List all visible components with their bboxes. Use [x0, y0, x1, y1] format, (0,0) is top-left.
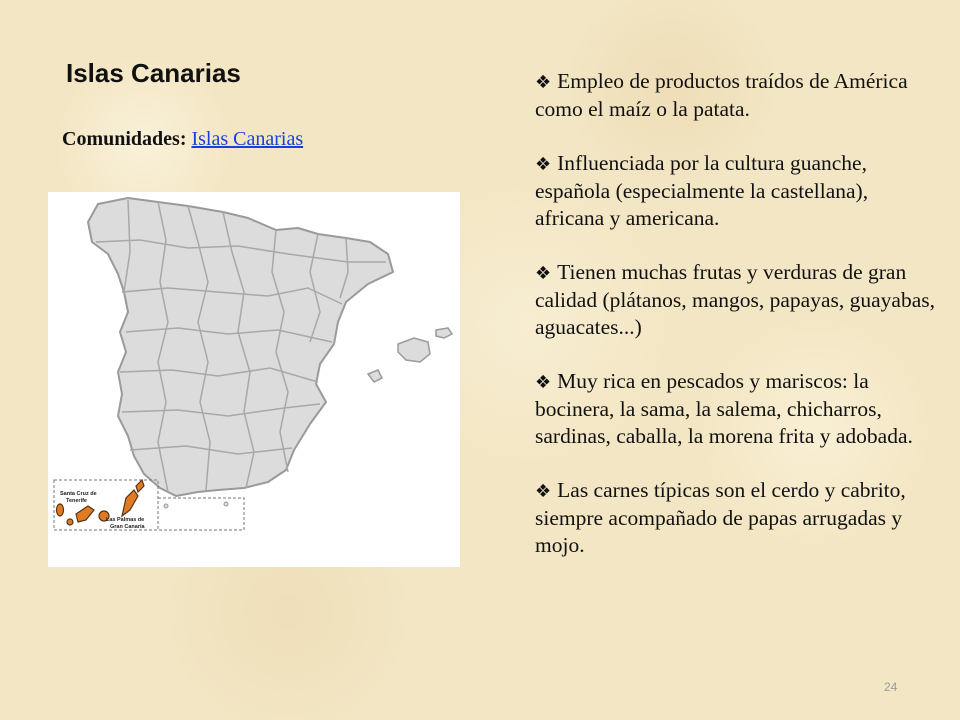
- ceuta-melilla-inset-box: [158, 498, 244, 530]
- communities-label: Comunidades:: [62, 128, 187, 150]
- lanzarote-shape: [136, 480, 144, 492]
- label-tenerife-1: Santa Cruz de: [60, 491, 97, 497]
- label-palmas-2: Gran Canaria: [110, 524, 145, 530]
- diamond-bullet-icon: ❖: [535, 372, 552, 393]
- communities-line: [62, 128, 303, 151]
- islas-canarias-link[interactable]: Islas Canarias: [191, 128, 304, 150]
- menorca-shape: [436, 328, 452, 338]
- bullet-list: [535, 68, 935, 586]
- bullet-item: [535, 150, 935, 232]
- bullet-item: [535, 477, 935, 559]
- page-number: 24: [884, 680, 898, 694]
- bullet-text: Muy rica en pescados y mariscos: la bocinera, la sama, la salema, chicharros, sardinas, caballa, la morena frita y adobada.: [535, 369, 913, 448]
- bullet-text: Tienen muchas frutas y verduras de gran calidad (plátanos, mangos, papayas, guayabas, aguacates...): [535, 260, 936, 339]
- ceuta-dot: [164, 504, 168, 508]
- la-palma-shape: [57, 504, 64, 516]
- bullet-text: Empleo de productos traídos de América como el maíz o la patata.: [535, 69, 908, 121]
- label-tenerife-2: Tenerife: [66, 498, 87, 504]
- diamond-bullet-icon: ❖: [535, 154, 552, 175]
- spain-map-svg: [48, 192, 460, 567]
- la-gomera-shape: [67, 519, 73, 525]
- bullet-text: Influenciada por la cultura guanche, española (especialmente la castellana), africana y americana.: [535, 151, 869, 230]
- diamond-bullet-icon: ❖: [535, 481, 552, 502]
- ibiza-shape: [368, 370, 382, 382]
- melilla-dot: [224, 502, 228, 506]
- bullet-item: [535, 68, 935, 123]
- fuerteventura-shape: [122, 490, 138, 516]
- bullet-item: [535, 368, 935, 450]
- diamond-bullet-icon: ❖: [535, 263, 552, 284]
- tenerife-shape: [76, 506, 94, 522]
- label-palmas-1: Las Palmas de: [106, 517, 145, 523]
- diamond-bullet-icon: ❖: [535, 72, 552, 93]
- mallorca-shape: [398, 338, 430, 362]
- peninsula-shape: [88, 198, 393, 496]
- slide-title: Islas Canarias: [66, 58, 241, 88]
- bullet-item: [535, 259, 935, 341]
- bullet-text: Las carnes típicas son el cerdo y cabrito, siempre acompañado de papas arrugadas y mojo.: [535, 478, 906, 557]
- spain-map: [48, 192, 460, 567]
